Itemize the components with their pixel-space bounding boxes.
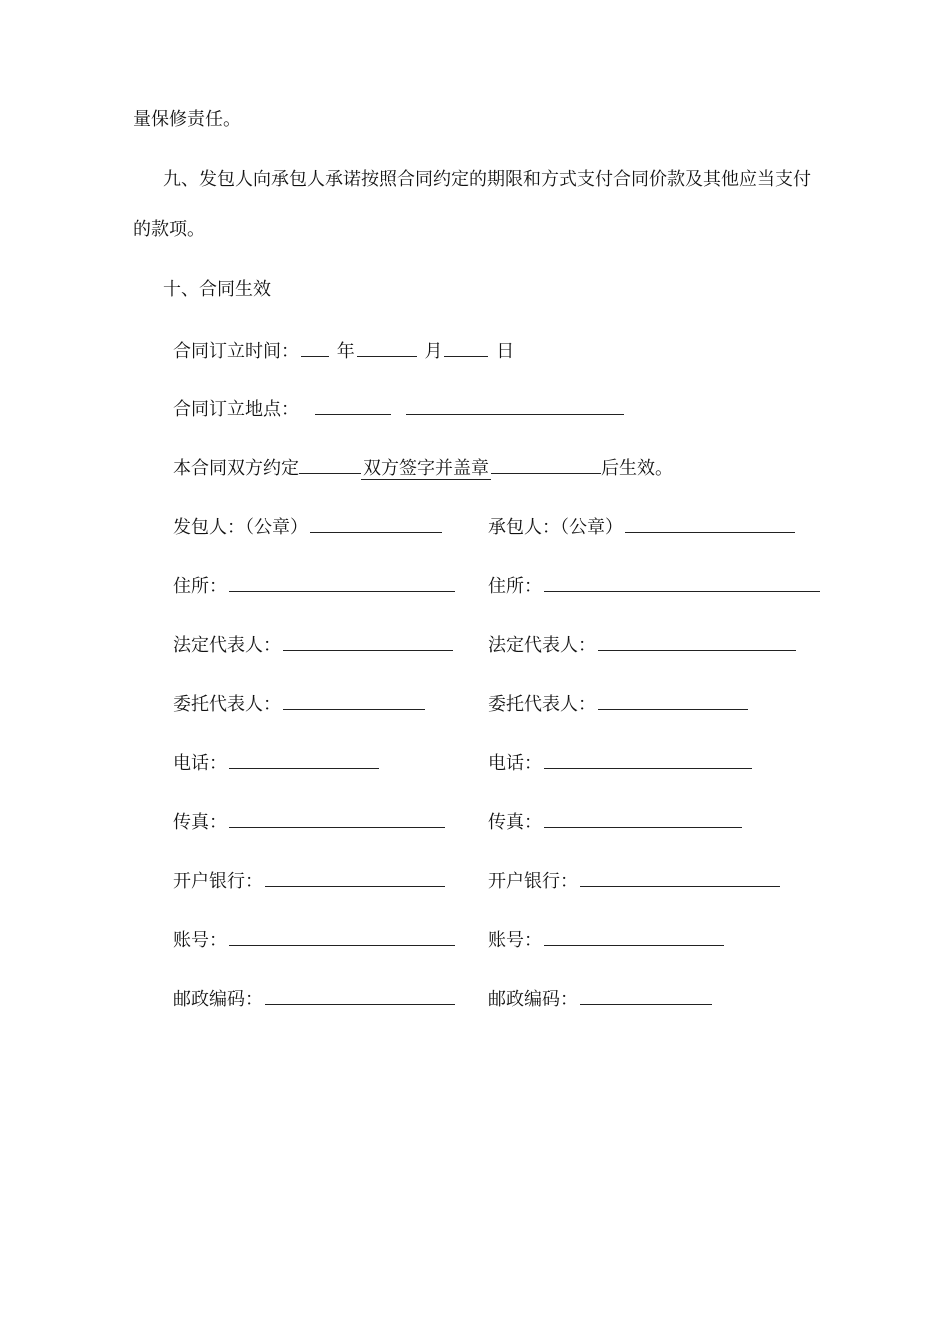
contractor-agent-blank[interactable] xyxy=(598,691,748,710)
employer-account-row xyxy=(173,927,457,953)
signing-time-label: 合同订立时间： xyxy=(173,341,299,362)
contractor-phone-row xyxy=(488,750,754,776)
day-label: 日 xyxy=(496,341,515,362)
employer-phone-blank[interactable] xyxy=(229,750,379,769)
employer-account-label: 账号： xyxy=(173,930,227,951)
employer-party-row xyxy=(173,514,444,540)
paragraph-9-line-1: 九、发包人向承包人承诺按照合同约定的期限和方式支付合同价款及其他应当支付 xyxy=(163,169,811,190)
employer-postcode-label: 邮政编码： xyxy=(173,989,263,1010)
employer-account-blank[interactable] xyxy=(229,927,455,946)
employer-phone-label: 电话： xyxy=(173,753,227,774)
contractor-bank-blank[interactable] xyxy=(580,868,780,887)
contractor-party-row xyxy=(488,514,797,540)
signing-time-row xyxy=(173,338,514,364)
contractor-fax-row xyxy=(488,809,744,835)
effect-prefix: 本合同双方约定 xyxy=(173,458,299,479)
contractor-phone-label: 电话： xyxy=(488,753,542,774)
month-blank[interactable] xyxy=(357,338,417,357)
employer-fax-blank[interactable] xyxy=(229,809,445,828)
place-blank-1[interactable] xyxy=(315,396,391,415)
day-blank[interactable] xyxy=(444,338,488,357)
signing-place-row xyxy=(173,396,626,422)
employer-bank-blank[interactable] xyxy=(265,868,445,887)
signing-place-label: 合同订立地点： xyxy=(173,399,299,420)
effect-blank-right xyxy=(491,455,601,474)
contractor-fax-label: 传真： xyxy=(488,812,542,833)
employer-address-label: 住所： xyxy=(173,576,227,597)
employer-address-blank[interactable] xyxy=(229,573,455,592)
contractor-account-blank[interactable] xyxy=(544,927,724,946)
employer-fax-row xyxy=(173,809,447,835)
effect-blank-left xyxy=(299,455,361,474)
contractor-fax-blank[interactable] xyxy=(544,809,742,828)
employer-postcode-blank[interactable] xyxy=(265,986,455,1005)
employer-agent-label: 委托代表人： xyxy=(173,694,281,715)
contractor-address-blank[interactable] xyxy=(544,573,820,592)
contractor-party-label: 承包人：（公章） xyxy=(488,517,623,538)
contractor-address-label: 住所： xyxy=(488,576,542,597)
employer-bank-row xyxy=(173,868,447,894)
employer-phone-row xyxy=(173,750,381,776)
employer-agent-blank[interactable] xyxy=(283,691,425,710)
section-10-heading: 十、合同生效 xyxy=(163,279,271,300)
effect-row xyxy=(173,455,673,481)
contractor-postcode-blank[interactable] xyxy=(580,986,712,1005)
employer-fax-label: 传真： xyxy=(173,812,227,833)
contractor-agent-row xyxy=(488,691,750,717)
contractor-account-label: 账号： xyxy=(488,930,542,951)
paragraph-8-tail: 量保修责任。 xyxy=(133,109,241,130)
contractor-agent-label: 委托代表人： xyxy=(488,694,596,715)
year-label: 年 xyxy=(336,341,355,362)
contractor-bank-row xyxy=(488,868,782,894)
effect-suffix: 后生效。 xyxy=(601,458,673,479)
employer-bank-label: 开户银行： xyxy=(173,871,263,892)
effect-condition[interactable]: 双方签字并盖章 xyxy=(363,458,489,479)
employer-agent-row xyxy=(173,691,427,717)
year-blank[interactable] xyxy=(301,338,329,357)
contractor-legal-rep-label: 法定代表人： xyxy=(488,635,596,656)
contractor-address-row xyxy=(488,573,822,599)
contractor-postcode-row xyxy=(488,986,714,1012)
contractor-legal-rep-blank[interactable] xyxy=(598,632,796,651)
month-label: 月 xyxy=(424,341,443,362)
contractor-postcode-label: 邮政编码： xyxy=(488,989,578,1010)
contractor-legal-rep-row xyxy=(488,632,798,658)
employer-legal-rep-blank[interactable] xyxy=(283,632,453,651)
contractor-phone-blank[interactable] xyxy=(544,750,752,769)
employer-party-label: 发包人：（公章） xyxy=(173,517,308,538)
contractor-account-row xyxy=(488,927,726,953)
contractor-bank-label: 开户银行： xyxy=(488,871,578,892)
employer-address-row xyxy=(173,573,457,599)
contractor-seal-blank[interactable] xyxy=(625,514,795,533)
employer-seal-blank[interactable] xyxy=(310,514,442,533)
paragraph-9-line-2: 的款项。 xyxy=(133,219,205,240)
employer-legal-rep-row xyxy=(173,632,455,658)
employer-postcode-row xyxy=(173,986,457,1012)
employer-legal-rep-label: 法定代表人： xyxy=(173,635,281,656)
place-blank-2[interactable] xyxy=(406,396,624,415)
